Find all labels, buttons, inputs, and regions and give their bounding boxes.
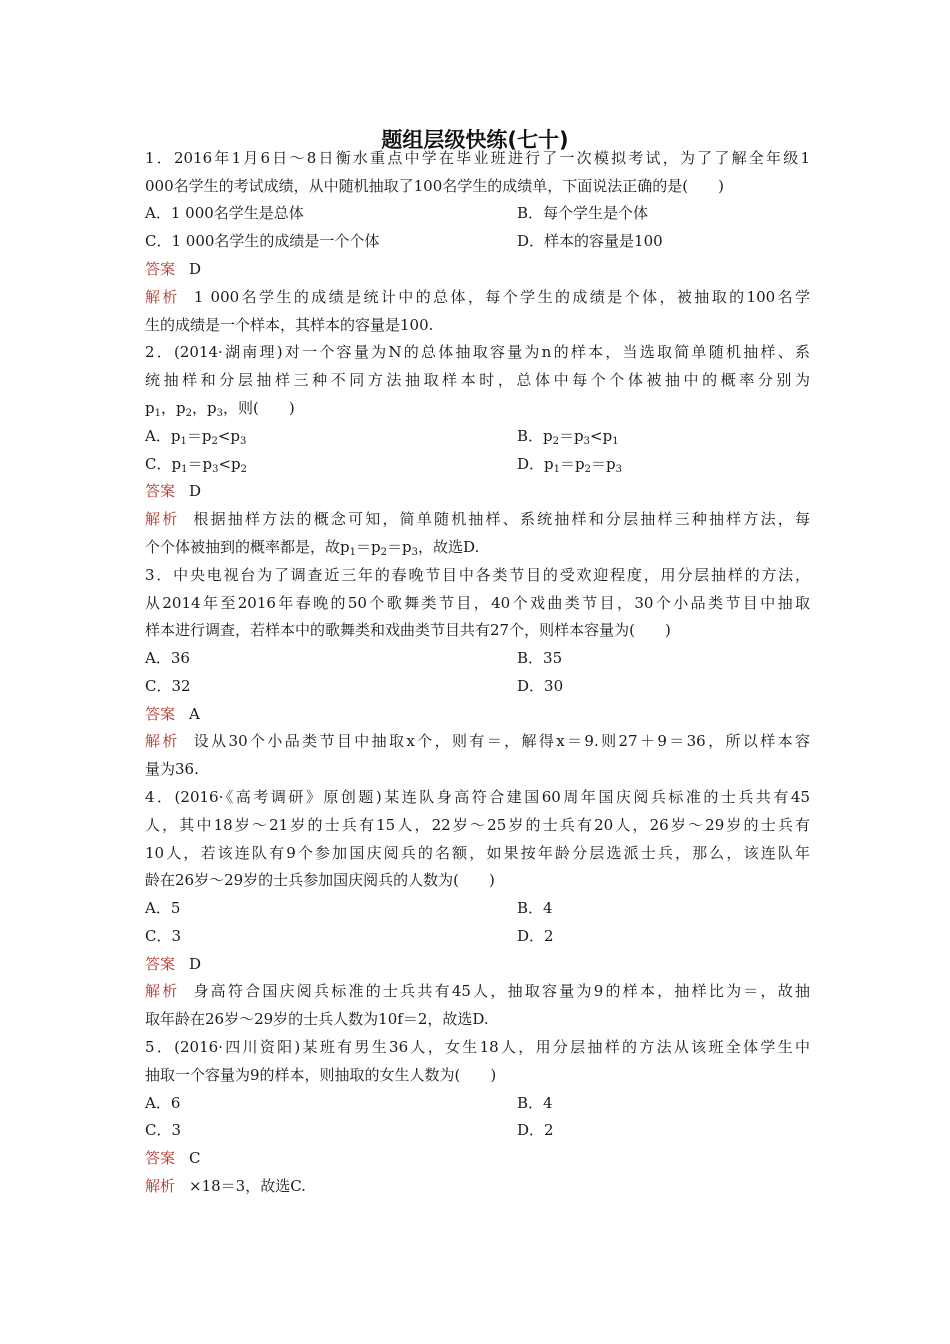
q3-option-d: D．30 xyxy=(517,677,564,695)
q2-option-a: A．$p_1=p_2<p_3$ xyxy=(145,427,247,447)
q5-stem-line2: 抽取一个容量为9的样本，则抽取的女生人数为( ) xyxy=(145,1066,497,1084)
q2-stem-line2: 统抽样和分层抽样三种不同方法抽取样本时，总体中每个个体被抽中的概率分别为 xyxy=(145,371,810,389)
answer-label: 答案 xyxy=(145,1149,176,1167)
q1-analysis-line1 xyxy=(145,287,810,307)
q4-answer xyxy=(145,954,810,974)
q1-option-b: B．每个学生是个体 xyxy=(517,204,649,222)
answer-label: 答案 xyxy=(145,482,176,500)
q2-option-b: B．$p_2=p_3<p_1$ xyxy=(517,427,619,447)
q3-stem-line3: 样本进行调查，若样本中的歌舞类和戏曲类节目共有27个，则样本容量为( ) xyxy=(145,621,671,639)
q4-answer-value: D xyxy=(189,955,202,973)
q3-answer-value: A xyxy=(189,705,200,723)
q3-analysis-line2: 量为36. xyxy=(145,760,199,778)
analysis-label: 解析 xyxy=(145,732,180,750)
q5-option-a: A．6 xyxy=(145,1094,181,1112)
q1-option-a: A．1 000名学生是总体 xyxy=(145,204,304,222)
q1-stem-line1: 1．2016年1月6日～8日衡水重点中学在毕业班进行了一次模拟考试，为了了解全年级1 xyxy=(145,149,810,167)
q2-answer-value: D xyxy=(189,482,202,500)
q2-stem-line3: $p_1$，$p_2$，$p_3$，则( ) xyxy=(145,399,295,419)
q1-answer-value: D xyxy=(189,260,202,278)
q4-option-b: B．4 xyxy=(517,899,553,917)
q5-analysis-line1 xyxy=(145,1176,810,1196)
analysis-label: 解析 xyxy=(145,510,180,528)
q1-analysis-text1: 1 000名学生的成绩是统计中的总体，每个学生的成绩是个体，被抽取的100名学 xyxy=(193,288,810,306)
q1-stem-line2: 000名学生的考试成绩，从中随机抽取了100名学生的成绩单，下面说法正确的是( ) xyxy=(145,177,724,195)
q4-analysis-line1 xyxy=(145,981,810,1001)
q4-option-c: C．3 xyxy=(145,927,182,945)
q4-analysis-line2: 取年龄在26岁～29岁的士兵人数为10f＝2，故选D. xyxy=(145,1010,489,1028)
analysis-label: 解析 xyxy=(145,288,180,306)
q1-option-d: D．样本的容量是100 xyxy=(517,232,663,250)
q5-answer-value: C xyxy=(189,1149,201,1167)
q1-option-c: C．1 000名学生的成绩是一个个体 xyxy=(145,232,380,250)
q1-analysis-line2: 生的成绩是一个样本，其样本的容量是100. xyxy=(145,316,434,334)
q2-analysis-line2: 个个体被抽到的概率都是，故$p_1=p_2=p_3$，故选D. xyxy=(145,538,480,558)
q1-answer xyxy=(145,259,810,279)
q4-analysis-text1: 身高符合国庆阅兵标准的士兵共有45人，抽取容量为9的样本，抽样比为＝，故抽 xyxy=(193,982,810,1000)
q4-stem-line1: 4．(2016·《高考调研》原创题)某连队身高符合建国60周年国庆阅兵标准的士兵共有45 xyxy=(145,788,810,806)
q2-answer xyxy=(145,481,810,501)
q2-option-d: D．$p_1=p_2=p_3$ xyxy=(517,455,623,475)
answer-label: 答案 xyxy=(145,260,176,278)
q4-option-a: A．5 xyxy=(145,899,181,917)
q5-answer xyxy=(145,1148,810,1168)
page-title: 题组层级快练(七十) xyxy=(381,128,569,152)
q5-option-c: C．3 xyxy=(145,1121,182,1139)
analysis-label: 解析 xyxy=(145,982,180,1000)
q2-analysis-text1: 根据抽样方法的概念可知，简单随机抽样、系统抽样和分层抽样三种抽样方法，每 xyxy=(193,510,810,528)
q3-option-a: A．36 xyxy=(145,649,190,667)
q3-stem-line1: 3．中央电视台为了调查近三年的春晚节目中各类节目的受欢迎程度，用分层抽样的方法， xyxy=(145,566,810,584)
q5-stem-line1: 5．(2016·四川资阳)某班有男生36人，女生18人，用分层抽样的方法从该班全体学生中 xyxy=(145,1038,810,1056)
q4-stem-line4: 龄在26岁～29岁的士兵参加国庆阅兵的人数为( ) xyxy=(145,871,495,889)
answer-label: 答案 xyxy=(145,955,176,973)
q5-option-b: B．4 xyxy=(517,1094,553,1112)
q3-option-c: C．32 xyxy=(145,677,191,695)
q3-option-b: B．35 xyxy=(517,649,563,667)
q3-answer xyxy=(145,704,810,724)
analysis-label: 解析 xyxy=(145,1177,176,1195)
q3-stem-line2: 从2014年至2016年春晚的50个歌舞类节目，40个戏曲类节目，30个小品类节目中抽取 xyxy=(145,594,810,612)
q2-option-c: C．$p_1=p_3<p_2$ xyxy=(145,455,248,475)
answer-label: 答案 xyxy=(145,705,176,723)
q3-analysis-line1 xyxy=(145,731,810,751)
q2-stem-line1: 2．(2014·湖南理)对一个容量为N的总体抽取容量为n的样本，当选取简单随机抽样、系 xyxy=(145,343,810,361)
q3-analysis-text1: 设从30个小品类节目中抽取x个，则有＝，解得x＝9.则27＋9＝36，所以样本容 xyxy=(193,732,810,750)
q4-stem-line2: 人，其中18岁～21岁的士兵有15人，22岁～25岁的士兵有20人，26岁～29岁的士兵有 xyxy=(145,816,810,834)
q4-option-d: D．2 xyxy=(517,927,554,945)
q5-option-d: D．2 xyxy=(517,1121,554,1139)
q2-analysis-line1 xyxy=(145,509,810,529)
q5-analysis-text1: ×18＝3，故选C. xyxy=(189,1177,306,1195)
q4-stem-line3: 10人，若该连队有9个参加国庆阅兵的名额，如果按年龄分层选派士兵，那么，该连队年 xyxy=(145,844,810,862)
